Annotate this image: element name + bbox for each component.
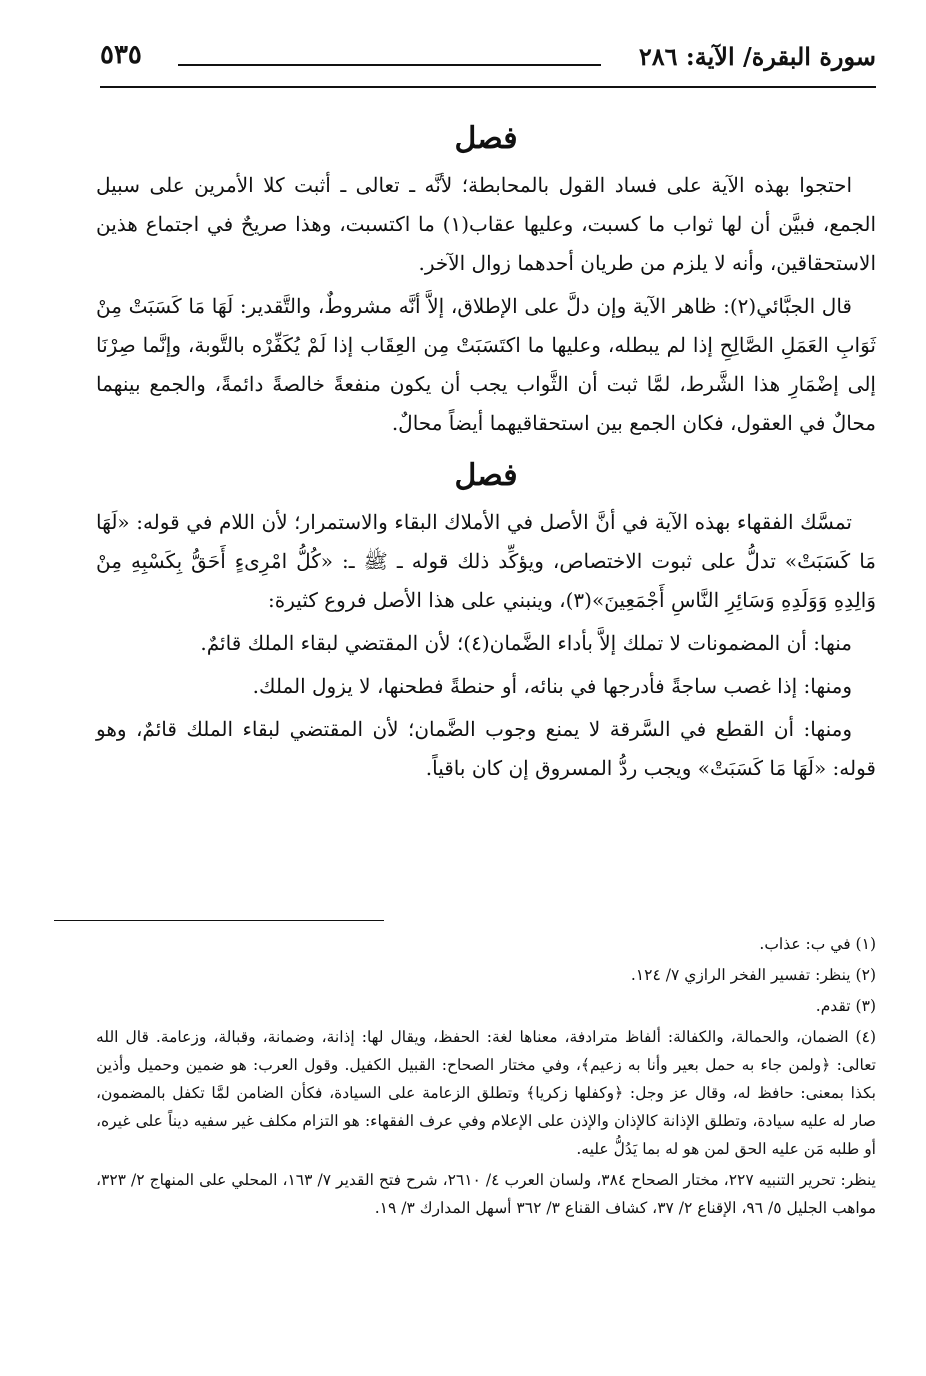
footnote-3 bbox=[96, 992, 876, 1020]
section-heading-2: فصل bbox=[454, 458, 518, 493]
footnote-number: (٤) bbox=[855, 1028, 876, 1046]
running-header bbox=[100, 34, 876, 88]
main-text bbox=[96, 112, 876, 792]
footnote-text: ينظر: تفسير الفخر الرازي ٧/ ١٢٤. bbox=[630, 966, 851, 984]
paragraph: تمسَّك الفقهاء بهذه الآية في أنَّ الأصل في الأملاك البقاء والاستمرار؛ لأن اللام في قوله: «لَهَا مَا كَسَبَتْ» تدلُّ على ثبوت الاختصاص، ويؤكِّد ذلك قوله ـ ﷺ ـ: «كُلُّ امْرِىءٍ أَحَقُّ بِكَسْبِهِ مِنْ وَالِدِهِ وَوَلَدِهِ وَسَائِرِ النَّاسِ أَجْمَعِينَ»(٣)، وينبني على هذا الأصل فروع كثيرة: bbox=[96, 510, 876, 612]
paragraph: منها: أن المضمونات لا تملك إلاَّ بأداء الضَّمان(٤)؛ لأن المقتضي لبقاء الملك قائمٌ. bbox=[200, 631, 852, 655]
footnote-4-references bbox=[96, 1166, 876, 1222]
footnote-text: في ب: عذاب. bbox=[759, 935, 851, 953]
header-title: سورة البقرة/ الآية: ٢٨٦ bbox=[638, 42, 876, 71]
footnote-number: (٣) bbox=[855, 997, 876, 1015]
footnote-number: (١) bbox=[855, 935, 876, 953]
header-rule bbox=[178, 64, 601, 66]
paragraph: ومنها: أن القطع في السَّرقة لا يمنع وجوب الضَّمان؛ لأن المقتضي لبقاء الملك قائمٌ، وهو قوله: «لَهَا مَا كَسَبَتْ» ويجب ردُّ المسروق إن كان باقياً. bbox=[96, 717, 876, 780]
paragraph: احتجوا بهذه الآية على فساد القول بالمحابطة؛ لأنَّه ـ تعالى ـ أثبت كلا الأمرين على سبيل الجمع، فبيَّن أن لها ثواب ما كسبت، وعليها عقاب(١) ما اكتسبت، وهذا صريحٌ في اجتماع هذين الاستحقاقين، وأنه لا يلزم من طريان أحدهما زوال الآخر. bbox=[96, 173, 877, 275]
footnote-text: تقدم. bbox=[815, 997, 851, 1015]
footnote-number: (٢) bbox=[855, 966, 876, 984]
section-heading-1: فصل bbox=[454, 121, 518, 156]
footnote-text: ينظر: تحرير التنبيه ٢٢٧، مختار الصحاح ٣٨٤، ولسان العرب ٤/ ٢٦١٠، شرح فتح القدير ٧/ ١٦٣، المحلي على المنهاج ٢/ ٣٢٣، مواهب الجليل ٥/ ٩٦، الإقناع ٢/ ٣٧، كشاف القناع ٣/ ٣٦٢ أسهل المدارك ٣/ ١٩. bbox=[96, 1171, 876, 1217]
footnote-4 bbox=[96, 1023, 876, 1163]
footnote-separator bbox=[54, 920, 384, 921]
page-number: ٥٣٥ bbox=[100, 40, 142, 70]
paragraph: ومنها: إذا غصب ساجةً فأدرجها في بنائه، أو حنطةً فطحنها، لا يزول الملك. bbox=[252, 674, 852, 698]
footnote-text: الضمان، والحمالة، والكفالة: ألفاظ مترادفة، معناها لغة: الحفظ، ويقال لها: إذانة، وضمانة، وقبالة، وزعامة. قال الله تعالى: ﴿ولمن جاء به حمل بعير وأنا به زعيم﴾، وفي مختار الصحاح: القبيل الكفيل. وقول العرب: هو ضمين وحميل وأذين بكذا بمعنى: حافظ له، وقال عز وجل: ﴿وكفلها زكريا﴾ وتطلق الزعامة على السيادة، فكأن الضامن لمَّا تكفل بالمضمون، صار له عليه سيادة، وتطلق الإذانة كالإذان والإذن على الإعلام وفي عرف الفقهاء: هو التزام مكلف غير سفيه ديناً على غيره، أو طلبه مَن عليه الحق لمن هو له بما يَدُلُّ عليه. bbox=[96, 1028, 876, 1158]
paragraph: قال الجبَّائي(٢): ظاهر الآية وإن دلَّ على الإطلاق، إلاَّ أنَّه مشروطٌ، والتَّقدير: لَهَا مَا كَسَبَتْ مِنْ ثَوَابِ العَمَلِ الصَّالِحِ إذا لم يبطله، وعليها ما اكتَسَبَتْ مِن العِقَاب إذا لَمْ يُكَفِّرْه بالتَّوبة، وإنَّما صِرْنَا إلى إضْمَارِ هذا الشَّرط، لمَّا ثبت أن الثَّواب يجب أن يكون منفعةً خالصةً دائمةً، والجمع بينهما محالٌ في العقول، فكان الجمع بين استحقاقيهما أيضاً محالٌ. bbox=[96, 294, 876, 435]
footnote-2 bbox=[96, 961, 876, 989]
footnote-1 bbox=[96, 930, 876, 958]
footnotes bbox=[96, 930, 876, 1225]
